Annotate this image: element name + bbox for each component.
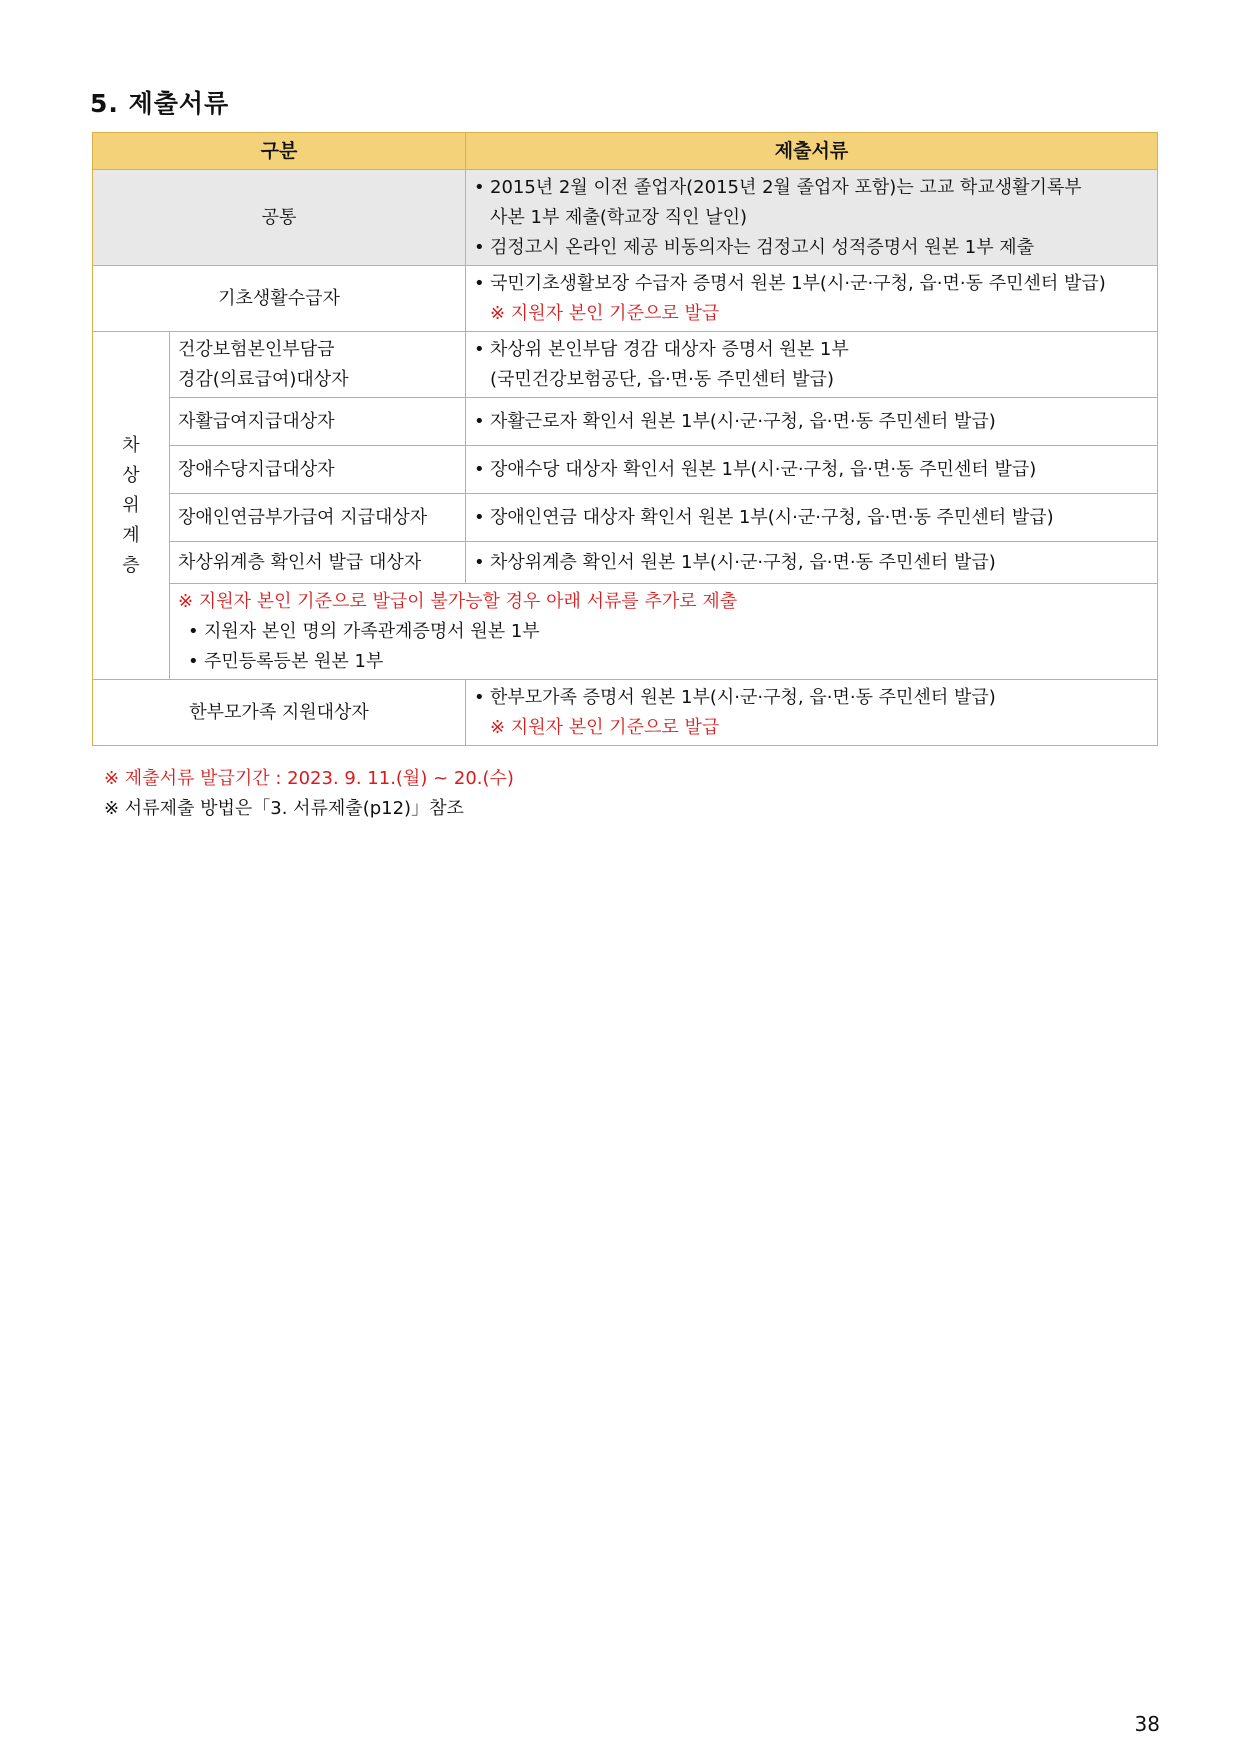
- single-parent-label: 한부모가족 지원대상자: [93, 680, 466, 746]
- table-row-common: [93, 170, 1158, 266]
- near-poor-doc: • 장애인연금 대상자 확인서 원본 1부(시·군·구청, 읍·면·동 주민센터 발급): [466, 494, 1158, 542]
- near-poor-label: 건강보험본인부담금 경감(의료급여)대상자: [170, 332, 466, 398]
- near-poor-label: 자활급여지급대상자: [170, 398, 466, 446]
- basic-note: ※ 지원자 본인 기준으로 발급: [490, 302, 720, 324]
- single-parent-docs: [466, 680, 1158, 746]
- documents-table: [92, 132, 1158, 746]
- near-poor-label: 장애인연금부가급여 지급대상자: [170, 494, 466, 542]
- extra-note: ※ 지원자 본인 기준으로 발급이 불가능할 경우 아래 서류를 추가로 제출: [178, 590, 738, 612]
- header-category: 구분: [93, 133, 466, 170]
- table-row-near-poor-1: [93, 332, 1158, 398]
- near-poor-extra: [170, 584, 1158, 680]
- table-row-near-poor-4: [93, 494, 1158, 542]
- near-poor-label: 장애수당지급대상자: [170, 446, 466, 494]
- list-item: • 국민기초생활보장 수급자 증명서 원본 1부(시·군·구청, 읍·면·동 주민센터 발급): [474, 272, 1106, 294]
- near-poor-label: 차상위계층 확인서 발급 대상자: [170, 542, 466, 584]
- basic-docs: [466, 266, 1158, 332]
- footnotes: [104, 764, 514, 824]
- page-number: 38: [1134, 1712, 1160, 1736]
- table-row-near-poor-extra: [93, 584, 1158, 680]
- near-poor-doc: • 차상위 본인부담 경감 대상자 증명서 원본 1부 (국민건강보험공단, 읍·면·동 주민센터 발급): [466, 332, 1158, 398]
- table-row-basic: [93, 266, 1158, 332]
- near-poor-doc: • 장애수당 대상자 확인서 원본 1부(시·군·구청, 읍·면·동 주민센터 발급): [466, 446, 1158, 494]
- near-poor-doc: • 차상위계층 확인서 원본 1부(시·군·구청, 읍·면·동 주민센터 발급): [466, 542, 1158, 584]
- table-header-row: [93, 133, 1158, 170]
- table-row-near-poor-3: [93, 446, 1158, 494]
- table-row-near-poor-5: [93, 542, 1158, 584]
- list-item: • 지원자 본인 명의 가족관계증명서 원본 1부: [188, 620, 540, 642]
- near-poor-group-label: 차 상 위 계 층: [93, 332, 170, 680]
- table-row-single-parent: [93, 680, 1158, 746]
- list-item: • 주민등록등본 원본 1부: [188, 650, 384, 672]
- list-item: • 한부모가족 증명서 원본 1부(시·군·구청, 읍·면·동 주민센터 발급): [474, 686, 996, 708]
- common-docs: [466, 170, 1158, 266]
- single-parent-note: ※ 지원자 본인 기준으로 발급: [490, 716, 720, 738]
- common-label: 공통: [93, 170, 466, 266]
- near-poor-doc: • 자활근로자 확인서 원본 1부(시·군·구청, 읍·면·동 주민센터 발급): [466, 398, 1158, 446]
- header-documents: 제출서류: [466, 133, 1158, 170]
- table-row-near-poor-2: [93, 398, 1158, 446]
- basic-label: 기초생활수급자: [93, 266, 466, 332]
- list-item: • 2015년 2월 이전 졸업자(2015년 2월 졸업자 포함)는 고교 학교생활기록부 사본 1부 제출(학교장 직인 날인): [474, 176, 1082, 228]
- section-title: 5. 제출서류: [90, 89, 230, 118]
- list-item: • 검정고시 온라인 제공 비동의자는 검정고시 성적증명서 원본 1부 제출: [474, 236, 1035, 258]
- note-method: ※ 서류제출 방법은「3. 서류제출(p12)」참조: [104, 798, 464, 819]
- note-period: ※ 제출서류 발급기간 : 2023. 9. 11.(월) ~ 20.(수): [104, 768, 514, 789]
